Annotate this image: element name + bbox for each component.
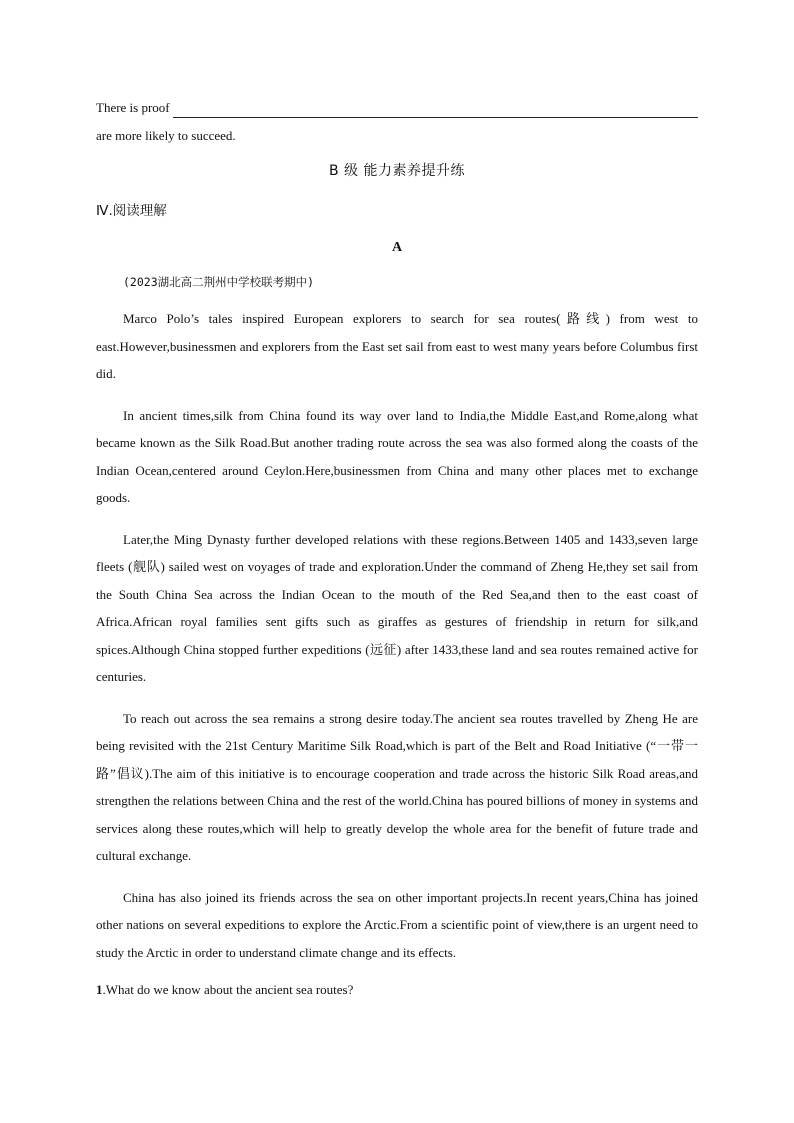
- question-text: .What do we know about the ancient sea routes?: [102, 982, 354, 997]
- passage-source: (2023湖北高二荆州中学校联考期中): [123, 275, 315, 289]
- subsection-title: Ⅳ.阅读理解: [96, 203, 167, 219]
- answer-blank[interactable]: [173, 103, 698, 118]
- question-number: 1: [96, 982, 103, 997]
- fill-in-continuation: are more likely to succeed.: [96, 128, 236, 143]
- fill-in-line: [96, 98, 698, 118]
- passage-paragraph-2: In ancient times,silk from China found its way over land to India,the Middle East,and Rome,along what became known as the Silk Road.But another trading route across the sea was also formed along the coasts of the Indian Ocean,centered around Ceylon.Here,businessmen from China and many other places met to exchange goods.: [96, 407, 698, 505]
- passage-paragraph-5: China has also joined its friends across the sea on other important projects.In recent years,China has joined other nations on several expeditions to explore the Arctic.From a scientific point of view,there is an urgent need to study the Arctic in order to understand climate change and its effects.: [96, 889, 698, 960]
- fill-in-prefix: There is proof: [96, 100, 170, 115]
- passage-paragraph-3: Later,the Ming Dynasty further developed relations with these regions.Between 1405 and 1433,seven large fleets (舰队) sailed west on voyages of trade and exploration.Under the command of Zheng He,they set sail from the South China Sea across the Indian Ocean to the mouth of the Red Sea,and then to the east coast of Africa.African royal families sent gifts such as giraffes as gestures of friendship in return for silk,and spices.Although China stopped further expeditions (远征) after 1433,these land and sea routes remained active for centuries.: [96, 531, 698, 684]
- passage-paragraph-4: To reach out across the sea remains a strong desire today.The ancient sea routes travelled by Zheng He are being revisited with the 21st Century Maritime Silk Road,which is part of the Belt and Road Initiative (“一带一路”倡议).The aim of this initiative is to encourage cooperation and trade across the historic Silk Road areas,and strengthen the relations between China and the rest of the world.China has poured billions of money in systems and services along these routes,which will help to greatly develop the whole area for the benefit of future trade and cultural exchange.: [96, 710, 698, 863]
- page-content: [96, 98, 698, 998]
- question-1: [96, 982, 698, 998]
- passage-paragraph-1: Marco Polo’s tales inspired European explorers to search for sea routes(路线) from west to east.However,businessmen and explorers from the East set sail from east to west many years before Columbus first did.: [96, 311, 698, 381]
- passage-letter: A: [391, 240, 403, 255]
- section-level-title: B 级 能力素养提升练: [328, 163, 465, 179]
